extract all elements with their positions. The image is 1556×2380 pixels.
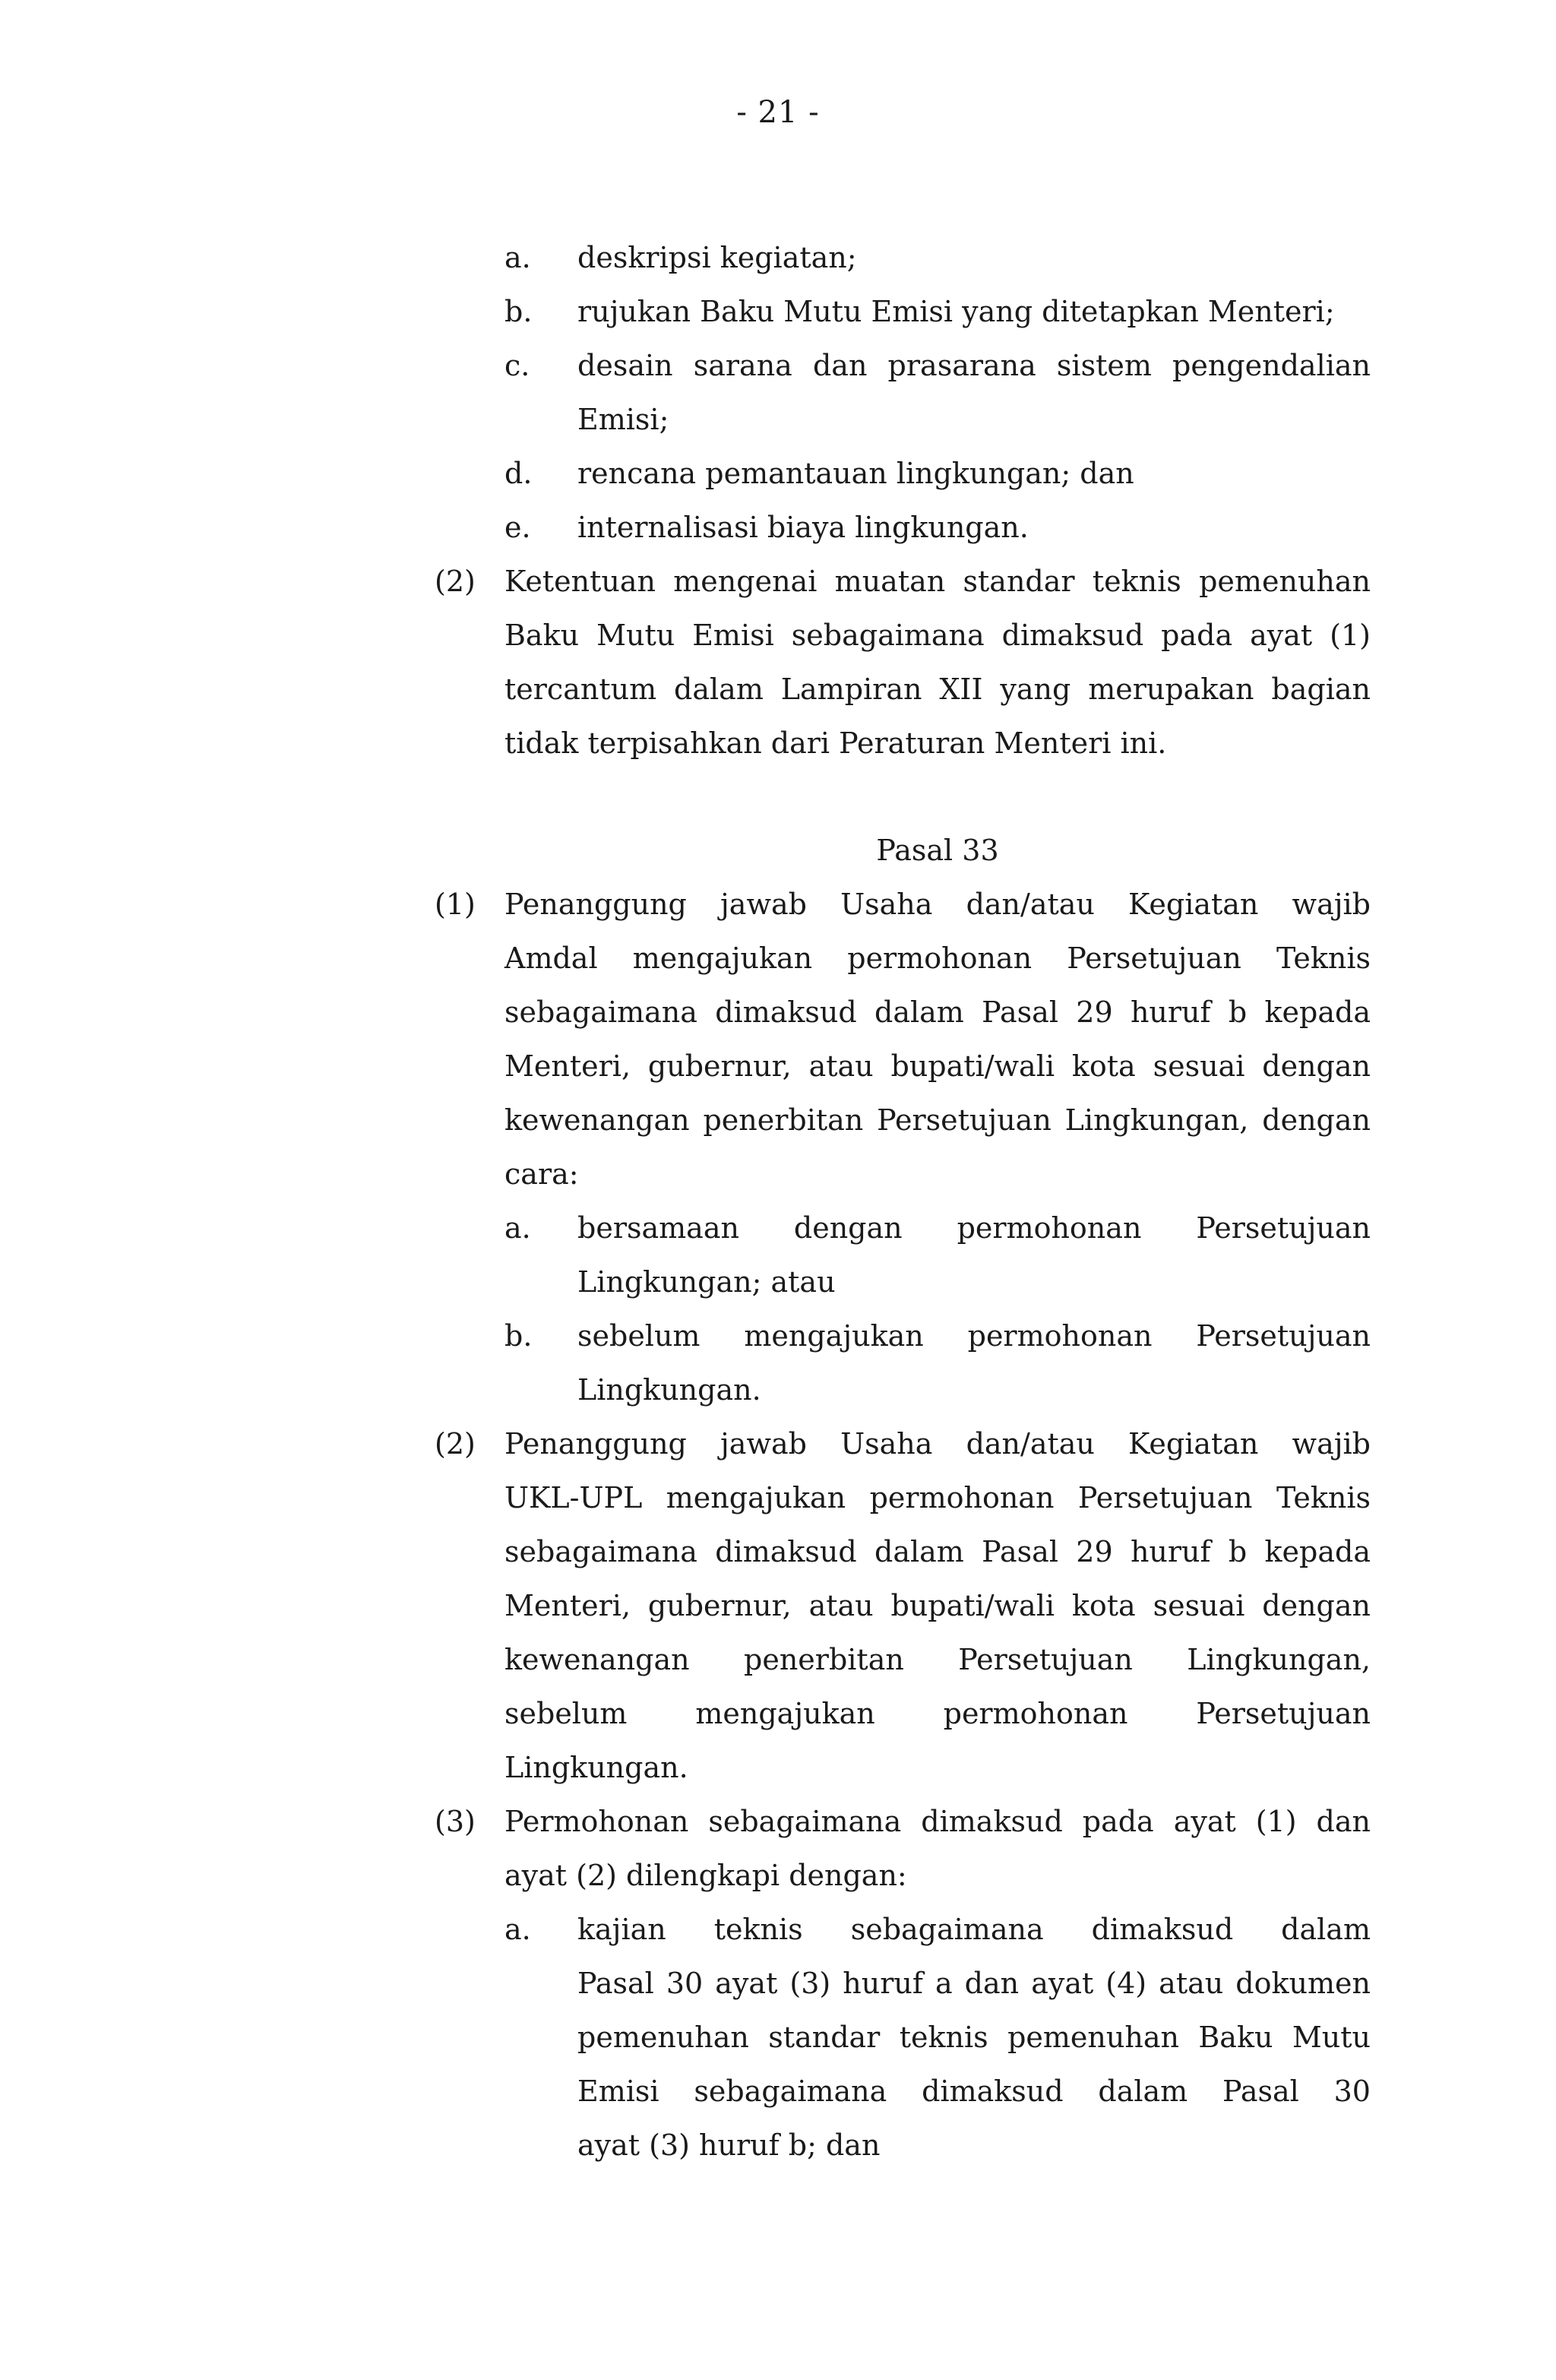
paragraph-line: [0, 1579, 1556, 1633]
page-number: - 21 -: [736, 95, 820, 130]
paragraph-line: [0, 717, 1556, 771]
paragraph: [0, 1795, 1556, 1849]
list-item: [0, 285, 1556, 339]
item-text: bersamaan dengan permohonan Persetujuan: [577, 1211, 1371, 1245]
list-item: [0, 501, 1556, 555]
paragraph-line: [0, 1633, 1556, 1687]
list-item: [0, 231, 1556, 285]
list-item: [0, 447, 1556, 501]
paragraph-text: Menteri, gubernur, atau bupati/wali kota sesuai dengan: [504, 1589, 1371, 1622]
item-text: pemenuhan standar teknis pemenuhan Baku Mutu: [577, 2021, 1371, 2054]
paragraph-text: UKL-UPL mengajukan permohonan Persetujuan Teknis: [504, 1481, 1371, 1514]
item-text: Pasal 30 ayat (3) huruf a dan ayat (4) atau dokumen: [577, 1967, 1371, 2000]
item-text: Emisi;: [577, 403, 669, 436]
section-heading: Pasal 33: [876, 834, 999, 867]
paragraph: [0, 1417, 1556, 1471]
paragraph-text: Baku Mutu Emisi sebagaimana dimaksud pada ayat (1): [504, 619, 1371, 652]
item-text: rencana pemantauan lingkungan; dan: [577, 457, 1134, 490]
item-text: rujukan Baku Mutu Emisi yang ditetapkan Menteri;: [577, 295, 1335, 328]
paragraph-text: Penanggung jawab Usaha dan/atau Kegiatan wajib: [504, 888, 1371, 921]
paragraph-line: [0, 663, 1556, 717]
paragraph-text: kewenangan penerbitan Persetujuan Lingkungan, dengan: [504, 1103, 1371, 1137]
item-text: Lingkungan; atau: [577, 1265, 836, 1299]
list-item: [0, 339, 1556, 393]
list-item-continuation: [0, 393, 1556, 447]
paragraph-number: (3): [435, 1805, 476, 1838]
list-item-continuation: [0, 2065, 1556, 2119]
paragraph-line: [0, 609, 1556, 663]
list-item-continuation: [0, 1957, 1556, 2011]
paragraph-text: Penanggung jawab Usaha dan/atau Kegiatan wajib: [504, 1427, 1371, 1461]
list-item-continuation: [0, 1363, 1556, 1417]
paragraph-text: sebagaimana dimaksud dalam Pasal 29 huruf b kepada: [504, 1535, 1371, 1568]
paragraph-text: ayat (2) dilengkapi dengan:: [504, 1859, 907, 1892]
paragraph-line: [0, 932, 1556, 986]
item-text: Lingkungan.: [577, 1373, 761, 1407]
paragraph-text: cara:: [504, 1157, 579, 1191]
list-item-continuation: [0, 2119, 1556, 2173]
item-text: sebelum mengajukan permohonan Persetujuan: [577, 1319, 1371, 1353]
paragraph-text: sebelum mengajukan permohonan Persetujuan: [504, 1697, 1371, 1730]
list-item-continuation: [0, 1255, 1556, 1309]
paragraph-text: sebagaimana dimaksud dalam Pasal 29 huruf b kepada: [504, 995, 1371, 1029]
paragraph-text: Permohonan sebagaimana dimaksud pada ayat (1) dan: [504, 1805, 1371, 1838]
section-heading-row: [0, 824, 1556, 878]
paragraph-line: [0, 1040, 1556, 1093]
list-item-continuation: [0, 2011, 1556, 2065]
item-text: internalisasi biaya lingkungan.: [577, 511, 1029, 544]
item-marker: e.: [504, 511, 531, 544]
paragraph-text: Amdal mengajukan permohonan Persetujuan Teknis: [504, 942, 1371, 975]
paragraph-number: (2): [435, 565, 476, 598]
item-marker: c.: [504, 349, 530, 382]
paragraph-line: [0, 986, 1556, 1040]
paragraph-line: [0, 1687, 1556, 1741]
paragraph-text: tercantum dalam Lampiran XII yang merupakan bagian: [504, 673, 1371, 706]
document-body: [0, 231, 1556, 2173]
paragraph-line: [0, 1849, 1556, 1903]
paragraph-line: [0, 1093, 1556, 1147]
item-text: desain sarana dan prasarana sistem pengendalian: [577, 349, 1371, 382]
paragraph-line: [0, 1147, 1556, 1201]
paragraph: [0, 878, 1556, 932]
list-item: [0, 1903, 1556, 1957]
paragraph-number: (1): [435, 888, 476, 921]
item-marker: b.: [504, 1319, 533, 1353]
paragraph-text: kewenangan penerbitan Persetujuan Lingkungan,: [504, 1643, 1371, 1676]
paragraph-text: Ketentuan mengenai muatan standar teknis pemenuhan: [504, 565, 1371, 598]
item-text: deskripsi kegiatan;: [577, 241, 857, 274]
item-marker: a.: [504, 1211, 531, 1245]
item-text: Emisi sebagaimana dimaksud dalam Pasal 30: [577, 2075, 1371, 2108]
item-marker: a.: [504, 1913, 531, 1946]
item-marker: b.: [504, 295, 533, 328]
item-marker: a.: [504, 241, 531, 274]
paragraph-text: Menteri, gubernur, atau bupati/wali kota sesuai dengan: [504, 1049, 1371, 1083]
paragraph-line: [0, 1471, 1556, 1525]
item-text: ayat (3) huruf b; dan: [577, 2128, 881, 2162]
paragraph-text: Lingkungan.: [504, 1751, 688, 1784]
paragraph: [0, 555, 1556, 609]
paragraph-line: [0, 1525, 1556, 1579]
item-text: kajian teknis sebagaimana dimaksud dalam: [577, 1913, 1371, 1946]
paragraph-number: (2): [435, 1427, 476, 1461]
list-item: [0, 1201, 1556, 1255]
item-marker: d.: [504, 457, 533, 490]
paragraph-text: tidak terpisahkan dari Peraturan Menteri ini.: [504, 726, 1167, 760]
paragraph-line: [0, 1741, 1556, 1795]
list-item: [0, 1309, 1556, 1363]
